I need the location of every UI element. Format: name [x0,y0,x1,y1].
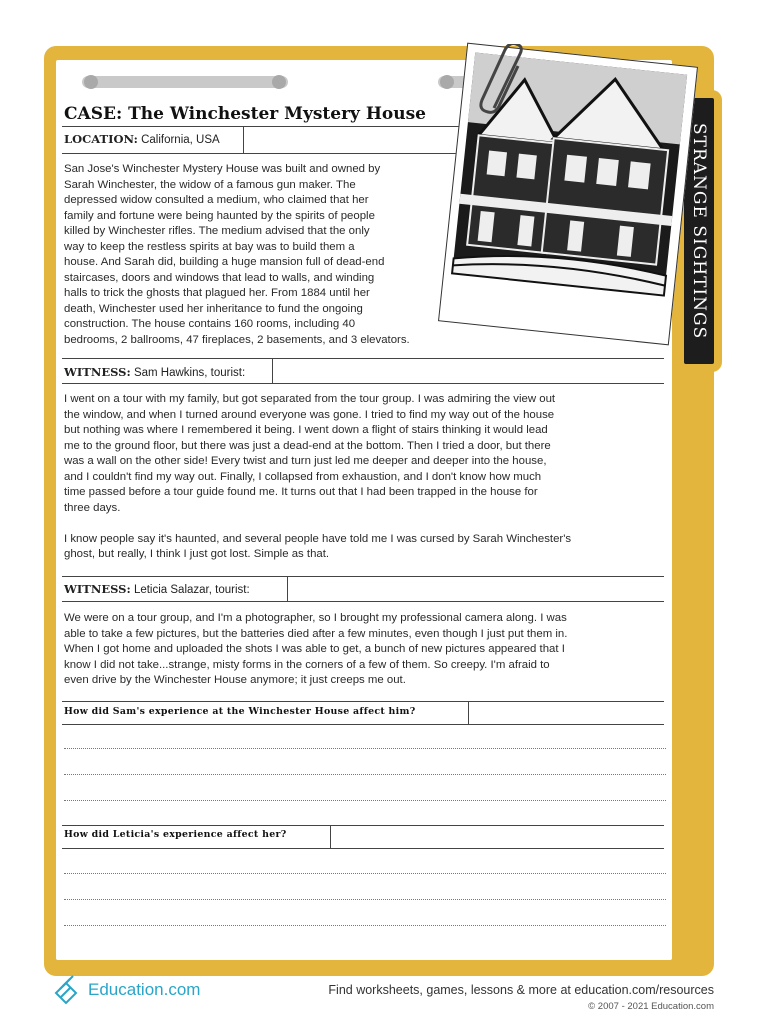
question-1: How did Sam's experience at the Winchester House affect him? [64,706,416,717]
text-line: San Jose's Winchester Mystery House was built and owned by [64,163,381,175]
text-line: and I couldn't find my way out. Finally, I collapsed from exhaustion, and I don't know how much [64,470,542,483]
fastener-bar-left [82,76,288,88]
divider [62,825,664,826]
text-line: know I did not take...strange, misty forms in the corners of a few of them. So creepy. I'm afraid to [64,658,550,671]
text-line: able to take a few pictures, but the batteries died after a few minutes, even though I just put them in. [64,627,568,640]
text-line: even drive by the Winchester House anymore; it just creeps me out. [64,674,406,686]
text-line: staircases, doors and windows that lead to walls, and winding [64,271,375,284]
paragraph-gap [64,516,666,532]
witness1-row [64,365,245,379]
text-line: depressed widow consulted a medium, who claimed that her [64,194,369,206]
text-line: I went on a tour with my family, but got separated from the tour group. I was admiring the view out [64,393,556,405]
witness1-name: Sam Hawkins, tourist: [133,367,246,379]
text-line: the window, and when I turned around everyone was gone. I tried to find my way out of the house [64,408,555,421]
location-row [64,132,220,146]
divider [243,127,244,153]
witness2-statement [64,611,666,689]
text-line: three days. [64,501,121,514]
text-line: time passed before a tour guide found me. It turns out that I had been trapped in the house for [64,486,538,498]
text-line: We were on a tour group, and I'm a photographer, so I brought my professional camera along. I was [64,612,567,624]
education-logo[interactable] [52,975,200,1005]
tab-label: STRANGE SIGHTINGS [689,122,709,340]
witness2-row [64,582,250,596]
divider [62,358,664,359]
text-line: When I got home and uploaded the shots I was able to get, a bunch of new pictures appeared that I [64,643,565,655]
text-line: but nothing was where I remembered it being. I went down a flight of stairs thinking it would lead [64,424,548,436]
witness1-label: WITNESS: [64,365,131,379]
divider [330,826,331,848]
text-line: was a wall on the other side! Every twist and turn just led me deeper and deeper into the house, [64,455,547,467]
witness2-name: Leticia Salazar, tourist: [133,584,250,596]
text-line: killed by Winchester rifles. The medium advised that the only [64,225,370,237]
case-description [64,162,474,348]
text-line: halls to trick the ghosts that plagued her. From 1884 until her [64,287,370,299]
answer-line[interactable] [64,899,666,900]
answer-line[interactable] [64,774,666,775]
divider [62,601,664,602]
fastener-peg-icon [272,75,286,89]
text-line: house. And Sarah did, building a huge mansion full of dead-end [64,256,385,268]
text-line: I know people say it's haunted, and several people have told me I was cursed by Sarah Winchester's [64,532,572,545]
divider [62,126,477,127]
answer-line[interactable] [64,800,666,801]
fastener-peg-icon [84,75,98,89]
divider [62,153,457,154]
footer-tagline[interactable]: Find worksheets, games, lessons & more at education.com/resources [328,983,714,997]
education-logo-icon [52,975,82,1005]
answer-line[interactable] [64,925,666,926]
text-line: Sarah Winchester, the widow of a famous gun maker. The [64,178,356,191]
text-line: ghost, but really, I think I just got lost. Simple as that. [64,548,330,560]
text-line: way to keep the restless spirits at bay was to build them a [64,240,355,253]
text-line: bedrooms, 2 ballrooms, 47 fireplaces, 2 basements, and 3 elevators. [64,333,410,346]
paperclip-icon [476,44,532,114]
text-line: death, Winchester used her inheritance to fund the ongoing [64,302,363,315]
text-line: family and fortune were being haunted by the spirits of people [64,209,375,222]
footer-copyright: © 2007 - 2021 Education.com [588,1001,714,1012]
divider [468,702,469,724]
divider [287,577,288,601]
location-value: California, USA [141,134,220,146]
divider [62,576,664,577]
question-2: How did Leticia's experience affect her? [64,829,287,840]
brand-name: Education.com [88,980,201,999]
location-label: LOCATION: [64,132,138,146]
answer-line[interactable] [64,873,666,874]
divider [62,724,664,725]
divider [62,383,664,384]
case-title: CASE: The Winchester Mystery House [64,104,426,124]
text-line: construction. The house contains 160 rooms, including 40 [64,318,356,330]
witness2-label: WITNESS: [64,582,131,596]
text-line: me to the ground floor, but there was just a dead-end at the bottom. Then I tried a door, but there [64,439,551,452]
fastener-peg-icon [440,75,454,89]
answer-line[interactable] [64,748,666,749]
divider [62,848,664,849]
divider [272,359,273,383]
witness1-statement [64,392,666,563]
divider [62,701,664,702]
